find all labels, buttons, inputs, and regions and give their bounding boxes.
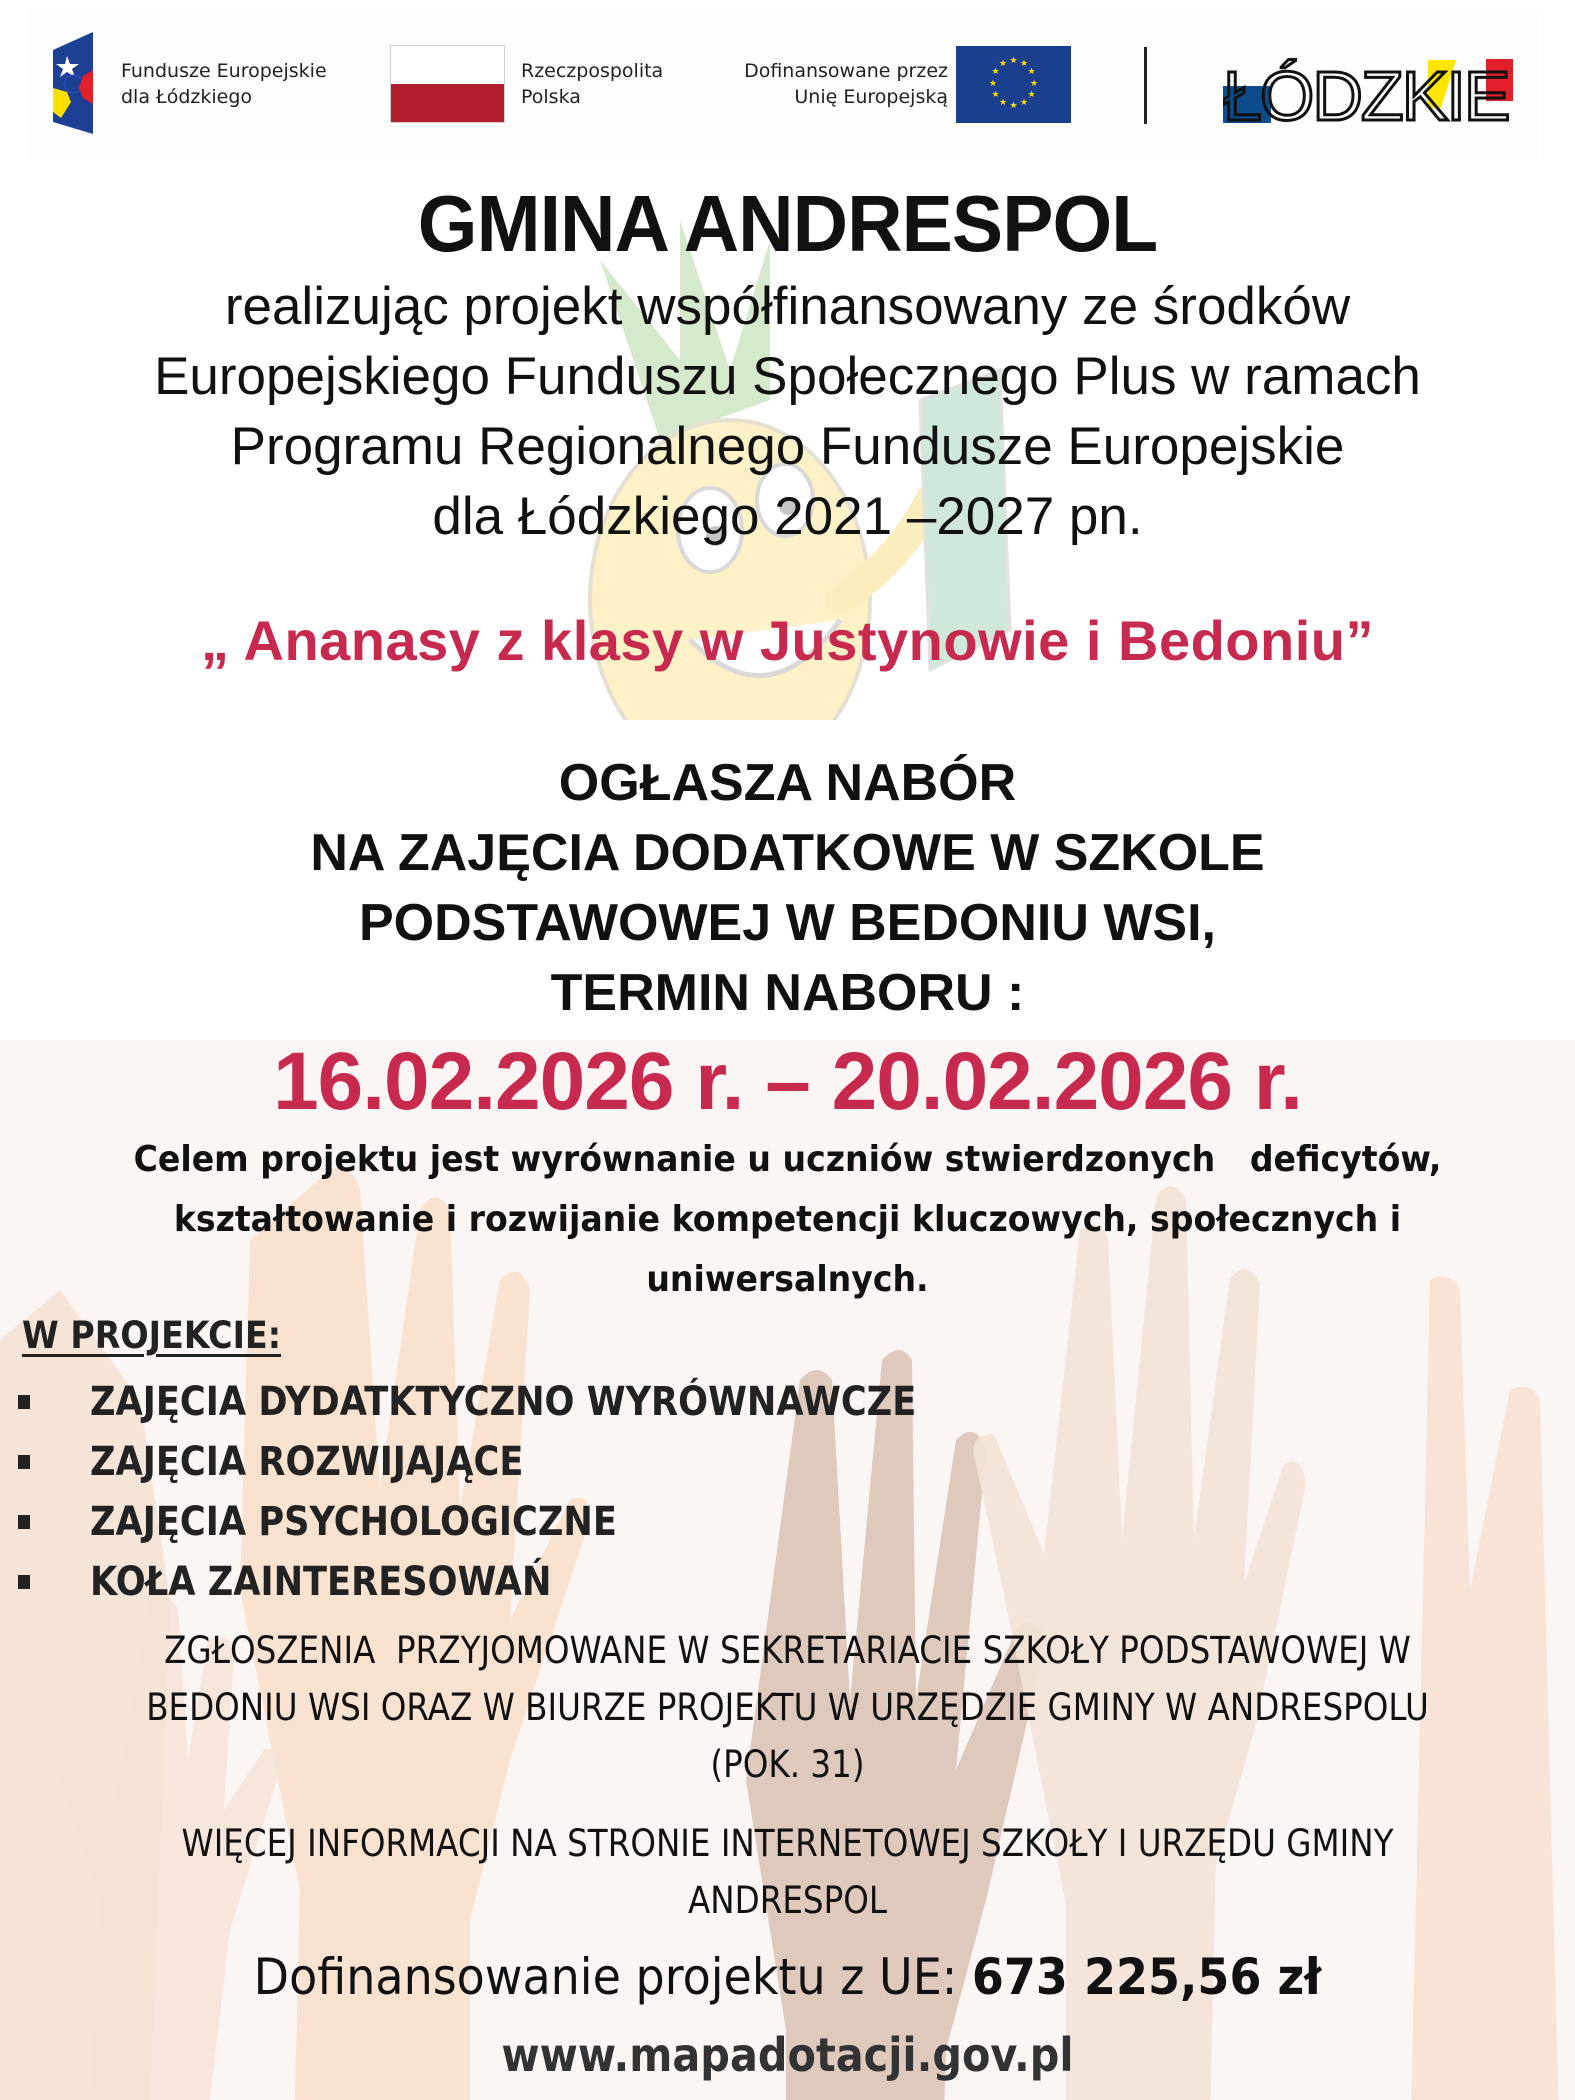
square-bullet-icon [18, 1515, 30, 1529]
intro-line: Europejskiego Funduszu Społecznego Plus w ramach [154, 347, 1421, 406]
activity-label: KOŁA ZAINTERESOWAŃ [90, 1559, 552, 1605]
svg-text:★: ★ [991, 90, 1000, 100]
pl-line1: Rzeczpospolita [521, 60, 664, 82]
svg-text:★: ★ [1009, 101, 1018, 111]
svg-text:★: ★ [1019, 98, 1029, 108]
announcement-line: OGŁASZA NABÓR [558, 754, 1017, 812]
logo-divider [1144, 47, 1147, 124]
intro-line: Programu Regionalnego Fundusze Europejskie [230, 417, 1345, 476]
poland-flag-icon [390, 45, 505, 123]
project-name: „ Ananasy z klasy w Justynowie i Bedoniu” [201, 609, 1374, 672]
eu-line2: Unię Europejską [794, 86, 948, 108]
fundusze-europejskie-logo-icon [53, 32, 93, 134]
project-goal [63, 1130, 1512, 1310]
eu-flag-icon [956, 46, 1071, 123]
lodzkie-region-logo-icon [1223, 48, 1513, 128]
activity-label: ZAJĘCIA DYDATKTYCZNO WYRÓWNAWCZE [90, 1379, 917, 1425]
list-item [18, 1372, 1029, 1432]
eu-logo-text [698, 58, 948, 110]
more-info [95, 1815, 1481, 1929]
intro-paragraph [0, 272, 1575, 552]
square-bullet-icon [18, 1455, 30, 1469]
announcement-line: PODSTAWOWEJ W BEDONIU WSI, [358, 894, 1217, 952]
logo-bar [28, 10, 1538, 160]
more-info-line: ANDRESPOL [688, 1879, 887, 1922]
fe-logo-text [121, 58, 327, 110]
list-item [18, 1552, 1029, 1612]
activity-label: ZAJĘCIA ROZWIJAJĄCE [90, 1439, 524, 1485]
list-item [18, 1432, 1029, 1492]
goal-line: uniwersalnych. [646, 1259, 929, 1300]
pl-line2: Polska [521, 86, 581, 108]
intro-line: dla Łódzkiego 2021 –2027 pn. [432, 487, 1143, 546]
applications-line: (POK. 31) [710, 1743, 865, 1786]
page-title: GMINA ANDRESPOL [417, 179, 1158, 268]
svg-text:★: ★ [1027, 67, 1036, 77]
eu-line1: Dofinansowane przez [744, 60, 948, 82]
goal-line: Celem projektu jest wyrównanie u uczniów stwierdzonych deficytów, [133, 1139, 1442, 1180]
recruitment-announcement [0, 748, 1575, 1028]
list-item [18, 1492, 1029, 1552]
square-bullet-icon [18, 1395, 30, 1409]
applications-info [95, 1622, 1481, 1793]
svg-text:★: ★ [1009, 56, 1018, 66]
svg-text:★: ★ [998, 98, 1008, 108]
svg-text:★: ★ [991, 67, 1000, 77]
svg-text:★: ★ [988, 79, 998, 89]
funding-label: Dofinansowanie projektu z UE: [253, 1948, 972, 2006]
pl-logo-text [521, 58, 663, 110]
project-activities-heading: W PROJEKCIE: [22, 1314, 282, 1357]
svg-text:ŁÓDZKIE: ŁÓDZKIE [1223, 57, 1509, 128]
svg-text:★: ★ [1027, 90, 1036, 100]
funding-info [63, 1948, 1512, 2006]
goal-line: kształtowanie i rozwijanie kompetencji kluczowych, społecznych i [173, 1199, 1402, 1240]
recruitment-dates: 16.02.2026 r. – 20.02.2026 r. [273, 1036, 1302, 1127]
square-bullet-icon [18, 1575, 30, 1589]
fe-line1: Fundusze Europejskie [121, 60, 327, 82]
applications-line: BEDONIU WSI ORAZ W BIURZE PROJEKTU W URZĘDZIE GMINY W ANDRESPOLU [146, 1686, 1429, 1729]
announcement-line: TERMIN NABORU : [550, 964, 1025, 1022]
website-link[interactable]: www.mapadotacji.gov.pl [501, 2028, 1074, 2082]
activity-label: ZAJĘCIA PSYCHOLOGICZNE [90, 1499, 617, 1545]
svg-text:★: ★ [1029, 79, 1039, 89]
announcement-line: NA ZAJĘCIA DODATKOWE W SZKOLE [310, 824, 1265, 882]
intro-line: realizując projekt współfinansowany ze środków [224, 277, 1351, 336]
fe-line2: dla Łódzkiego [121, 86, 253, 108]
more-info-line: WIĘCEJ INFORMACJI NA STRONIE INTERNETOWEJ SZKOŁY I URZĘDU GMINY [181, 1822, 1394, 1865]
svg-text:★: ★ [998, 59, 1008, 69]
project-activities-list [18, 1372, 1029, 1612]
funding-amount: 673 225,56 zł [971, 1948, 1322, 2006]
applications-line: ZGŁOSZENIA PRZYJOMOWANE W SEKRETARIACIE SZKOŁY PODSTAWOWEJ W [164, 1629, 1411, 1672]
svg-text:★: ★ [1019, 59, 1029, 69]
